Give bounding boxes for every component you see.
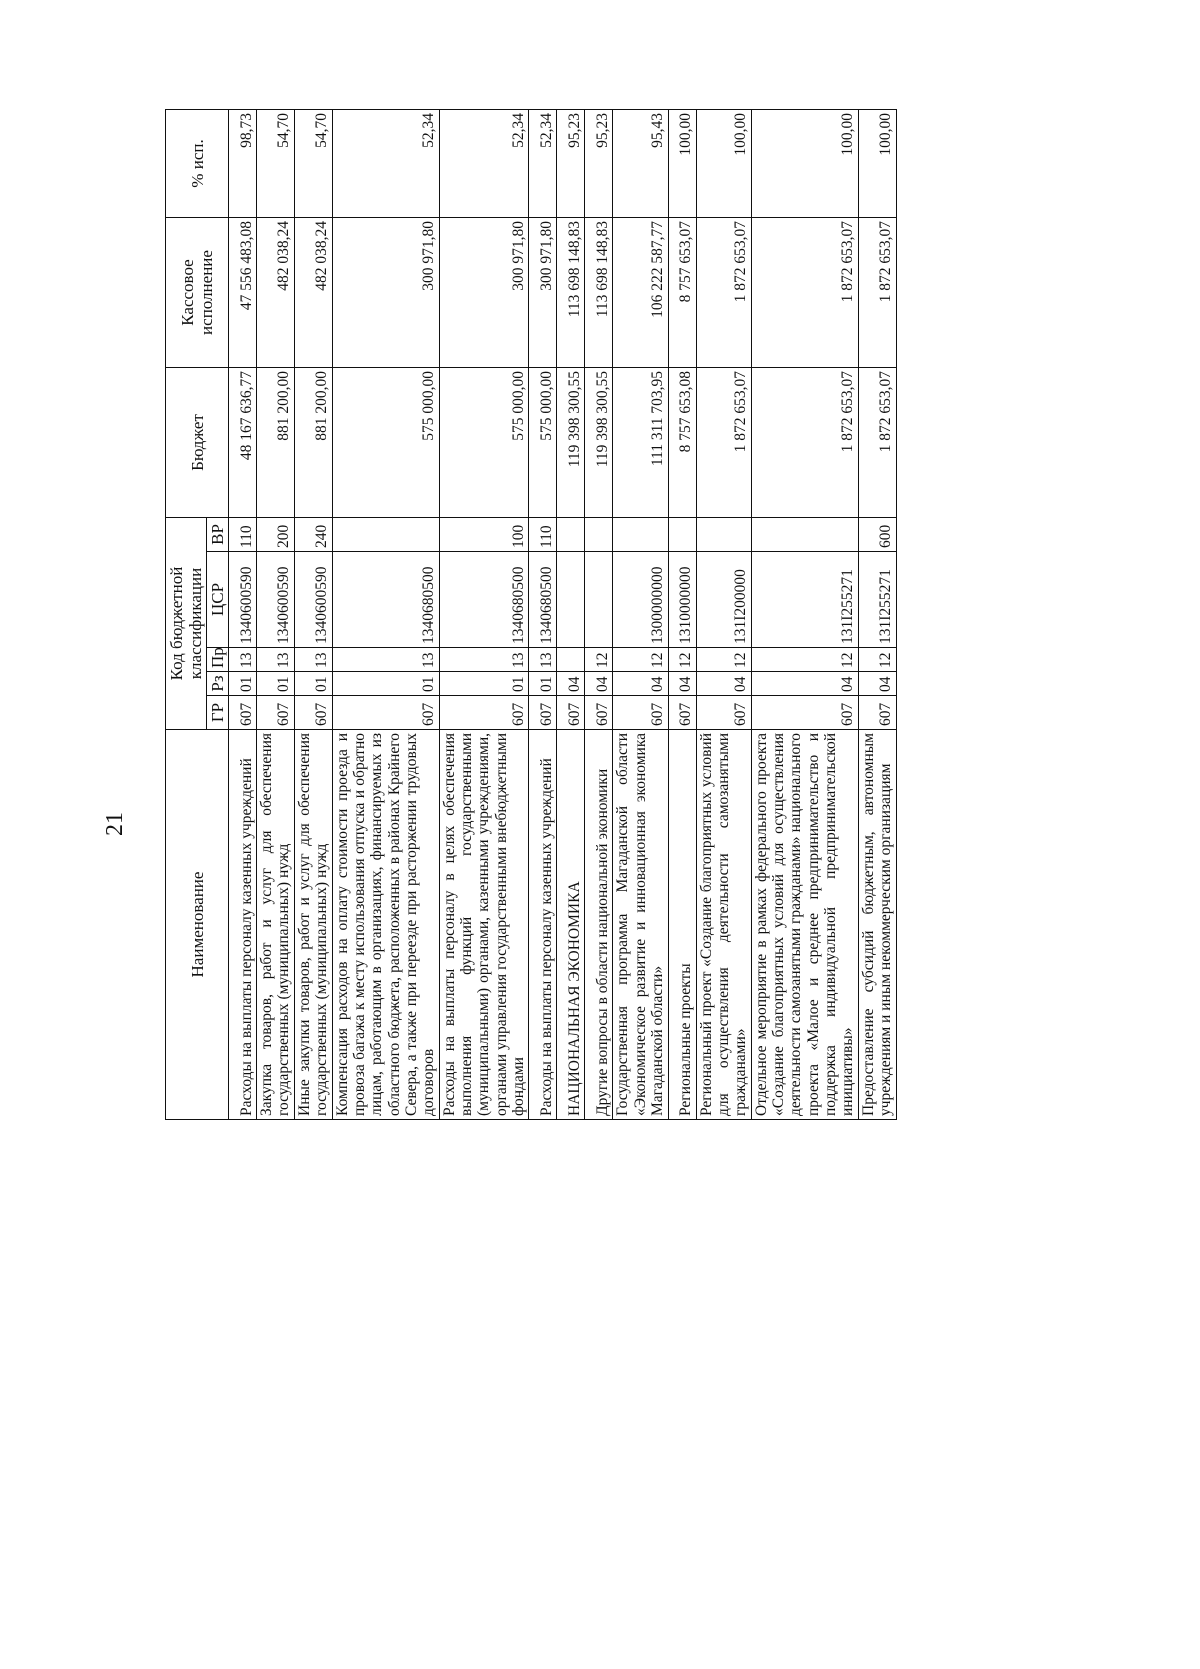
header-name: Наименование bbox=[166, 730, 229, 1120]
table-row bbox=[858, 109, 896, 1119]
cell-percent: 100,00 bbox=[668, 109, 696, 217]
cell-name: Закупка товаров, работ и услуг для обеспечения государственных (муниципальных) нужд bbox=[257, 730, 295, 1120]
cell-name: Другие вопросы в области национальной экономики bbox=[585, 730, 613, 1120]
cell-budget: 575 000,00 bbox=[332, 367, 439, 517]
header-gr: ГР bbox=[207, 696, 229, 730]
cell-name: Региональный проект «Создание благоприятных условий для осуществления деятельности самозанятыми гражданами» bbox=[696, 730, 751, 1120]
cell-percent: 98,73 bbox=[229, 109, 257, 217]
cell-execution: 1 872 653,07 bbox=[696, 217, 751, 367]
cell-gr: 607 bbox=[557, 696, 585, 730]
cell-pr: 12 bbox=[613, 648, 668, 672]
cell-csr: 1340680500 bbox=[439, 552, 529, 648]
cell-name: Региональные проекты bbox=[668, 730, 696, 1120]
table-row bbox=[439, 109, 529, 1119]
cell-percent: 52,34 bbox=[529, 109, 557, 217]
cell-budget: 575 000,00 bbox=[529, 367, 557, 517]
cell-vr bbox=[585, 517, 613, 551]
cell-execution: 300 971,80 bbox=[439, 217, 529, 367]
cell-pr: 12 bbox=[858, 648, 896, 672]
cell-name: Государственная программа Магаданской области «Экономическое развитие и инновационная экономика Магаданской области» bbox=[613, 730, 668, 1120]
cell-gr: 607 bbox=[332, 696, 439, 730]
table-row bbox=[229, 109, 257, 1119]
table-row bbox=[613, 109, 668, 1119]
cell-name: Отдельное мероприятие в рамках федерального проекта «Создание благоприятных условий для осуществления деятельности самозанятыми гражданами» национального проекта «Малое и среднее предпринимательство и поддержка индивидуальной предпринимательской инициативы» bbox=[751, 730, 858, 1120]
cell-name: Расходы на выплаты персоналу казенных учреждений bbox=[229, 730, 257, 1120]
cell-gr: 607 bbox=[294, 696, 332, 730]
cell-execution: 482 038,24 bbox=[294, 217, 332, 367]
header-rz: Рз bbox=[207, 672, 229, 696]
cell-execution: 113 698 148,83 bbox=[557, 217, 585, 367]
header-pr: Пр bbox=[207, 648, 229, 672]
cell-pr: 12 bbox=[668, 648, 696, 672]
header-code-group: Код бюджетной классификации bbox=[166, 517, 207, 729]
cell-csr bbox=[585, 552, 613, 648]
cell-budget: 1 872 653,07 bbox=[696, 367, 751, 517]
cell-csr: 1340600590 bbox=[229, 552, 257, 648]
cell-rz: 04 bbox=[858, 672, 896, 696]
cell-rz: 01 bbox=[257, 672, 295, 696]
header-execution: Кассовое исполнение bbox=[166, 217, 229, 367]
cell-gr: 607 bbox=[668, 696, 696, 730]
cell-vr: 110 bbox=[529, 517, 557, 551]
cell-execution: 1 872 653,07 bbox=[751, 217, 858, 367]
cell-pr: 12 bbox=[585, 648, 613, 672]
table-header bbox=[166, 109, 229, 1119]
cell-percent: 54,70 bbox=[257, 109, 295, 217]
table-body bbox=[229, 109, 896, 1119]
budget-table bbox=[165, 109, 897, 1120]
cell-gr: 607 bbox=[585, 696, 613, 730]
cell-rz: 04 bbox=[751, 672, 858, 696]
cell-execution: 106 222 587,77 bbox=[613, 217, 668, 367]
cell-percent: 100,00 bbox=[696, 109, 751, 217]
cell-vr bbox=[668, 517, 696, 551]
table-row bbox=[529, 109, 557, 1119]
cell-csr: 131I255271 bbox=[858, 552, 896, 648]
cell-execution: 300 971,80 bbox=[332, 217, 439, 367]
cell-percent: 54,70 bbox=[294, 109, 332, 217]
table-row bbox=[294, 109, 332, 1119]
cell-name: Предоставление субсидий бюджетным, автономным учреждениям и иным некоммерческим организациям bbox=[858, 730, 896, 1120]
cell-gr: 607 bbox=[751, 696, 858, 730]
cell-pr: 13 bbox=[332, 648, 439, 672]
cell-vr bbox=[696, 517, 751, 551]
cell-percent: 52,34 bbox=[439, 109, 529, 217]
table-row bbox=[751, 109, 858, 1119]
cell-gr: 607 bbox=[257, 696, 295, 730]
rotated-table-wrapper bbox=[165, 110, 995, 1120]
cell-csr: 1340680500 bbox=[529, 552, 557, 648]
table-row bbox=[585, 109, 613, 1119]
header-csr: ЦСР bbox=[207, 552, 229, 648]
cell-pr bbox=[557, 648, 585, 672]
cell-csr: 131I200000 bbox=[696, 552, 751, 648]
cell-rz: 04 bbox=[585, 672, 613, 696]
cell-budget: 575 000,00 bbox=[439, 367, 529, 517]
cell-name: Расходы на выплаты персоналу в целях обеспечения выполнения функций государственными (муниципальными) органами, казенными учреждениями, органами управления государственными внебюджетными фондами bbox=[439, 730, 529, 1120]
table-row bbox=[696, 109, 751, 1119]
header-percent: % исп. bbox=[166, 109, 229, 217]
cell-execution: 300 971,80 bbox=[529, 217, 557, 367]
cell-name: Иные закупки товаров, работ и услуг для обеспечения государственных (муниципальных) нужд bbox=[294, 730, 332, 1120]
cell-rz: 01 bbox=[529, 672, 557, 696]
cell-rz: 04 bbox=[696, 672, 751, 696]
cell-rz: 04 bbox=[613, 672, 668, 696]
cell-budget: 111 311 703,95 bbox=[613, 367, 668, 517]
cell-rz: 04 bbox=[557, 672, 585, 696]
cell-pr: 13 bbox=[294, 648, 332, 672]
cell-gr: 607 bbox=[858, 696, 896, 730]
cell-csr bbox=[557, 552, 585, 648]
cell-percent: 95,43 bbox=[613, 109, 668, 217]
page-number: 21 bbox=[102, 812, 128, 836]
cell-vr: 110 bbox=[229, 517, 257, 551]
cell-pr: 13 bbox=[229, 648, 257, 672]
cell-csr: 1340680500 bbox=[332, 552, 439, 648]
cell-percent: 100,00 bbox=[858, 109, 896, 217]
cell-budget: 119 398 300,55 bbox=[557, 367, 585, 517]
cell-vr: 240 bbox=[294, 517, 332, 551]
cell-pr: 13 bbox=[529, 648, 557, 672]
cell-vr bbox=[557, 517, 585, 551]
cell-pr: 12 bbox=[696, 648, 751, 672]
cell-execution: 47 556 483,08 bbox=[229, 217, 257, 367]
cell-budget: 48 167 636,77 bbox=[229, 367, 257, 517]
cell-percent: 52,34 bbox=[332, 109, 439, 217]
cell-rz: 01 bbox=[332, 672, 439, 696]
cell-csr: 131I255271 bbox=[751, 552, 858, 648]
cell-vr: 100 bbox=[439, 517, 529, 551]
cell-vr bbox=[332, 517, 439, 551]
cell-vr bbox=[751, 517, 858, 551]
cell-name: НАЦИОНАЛЬНАЯ ЭКОНОМИКА bbox=[557, 730, 585, 1120]
cell-budget: 1 872 653,07 bbox=[858, 367, 896, 517]
cell-gr: 607 bbox=[696, 696, 751, 730]
table-row bbox=[668, 109, 696, 1119]
cell-percent: 95,23 bbox=[557, 109, 585, 217]
cell-percent: 95,23 bbox=[585, 109, 613, 217]
cell-gr: 607 bbox=[229, 696, 257, 730]
cell-csr: 1340600590 bbox=[294, 552, 332, 648]
cell-csr: 1340600590 bbox=[257, 552, 295, 648]
cell-rz: 01 bbox=[229, 672, 257, 696]
cell-pr: 13 bbox=[257, 648, 295, 672]
header-budget: Бюджет bbox=[166, 367, 229, 517]
cell-percent: 100,00 bbox=[751, 109, 858, 217]
cell-budget: 1 872 653,07 bbox=[751, 367, 858, 517]
cell-execution: 113 698 148,83 bbox=[585, 217, 613, 367]
cell-pr: 12 bbox=[751, 648, 858, 672]
cell-execution: 1 872 653,07 bbox=[858, 217, 896, 367]
cell-name: Компенсация расходов на оплату стоимости проезда и провоза багажа к месту использования отпуска и обратно лицам, работающим в организациях, финансируемых из областного бюджета, расположенных в районах Крайнего Севера, а также при переезде при расторжении трудовых договоров bbox=[332, 730, 439, 1120]
table-row bbox=[257, 109, 295, 1119]
cell-execution: 8 757 653,07 bbox=[668, 217, 696, 367]
cell-vr: 600 bbox=[858, 517, 896, 551]
cell-budget: 119 398 300,55 bbox=[585, 367, 613, 517]
cell-gr: 607 bbox=[529, 696, 557, 730]
header-vr: ВР bbox=[207, 517, 229, 551]
cell-rz: 01 bbox=[294, 672, 332, 696]
cell-budget: 8 757 653,08 bbox=[668, 367, 696, 517]
cell-gr: 607 bbox=[613, 696, 668, 730]
cell-vr: 200 bbox=[257, 517, 295, 551]
table-row bbox=[557, 109, 585, 1119]
cell-pr: 13 bbox=[439, 648, 529, 672]
table-row bbox=[332, 109, 439, 1119]
cell-gr: 607 bbox=[439, 696, 529, 730]
cell-rz: 04 bbox=[668, 672, 696, 696]
cell-name: Расходы на выплаты персоналу казенных учреждений bbox=[529, 730, 557, 1120]
cell-rz: 01 bbox=[439, 672, 529, 696]
cell-csr: 1300000000 bbox=[613, 552, 668, 648]
cell-csr: 1310000000 bbox=[668, 552, 696, 648]
cell-vr bbox=[613, 517, 668, 551]
cell-execution: 482 038,24 bbox=[257, 217, 295, 367]
cell-budget: 881 200,00 bbox=[257, 367, 295, 517]
cell-budget: 881 200,00 bbox=[294, 367, 332, 517]
